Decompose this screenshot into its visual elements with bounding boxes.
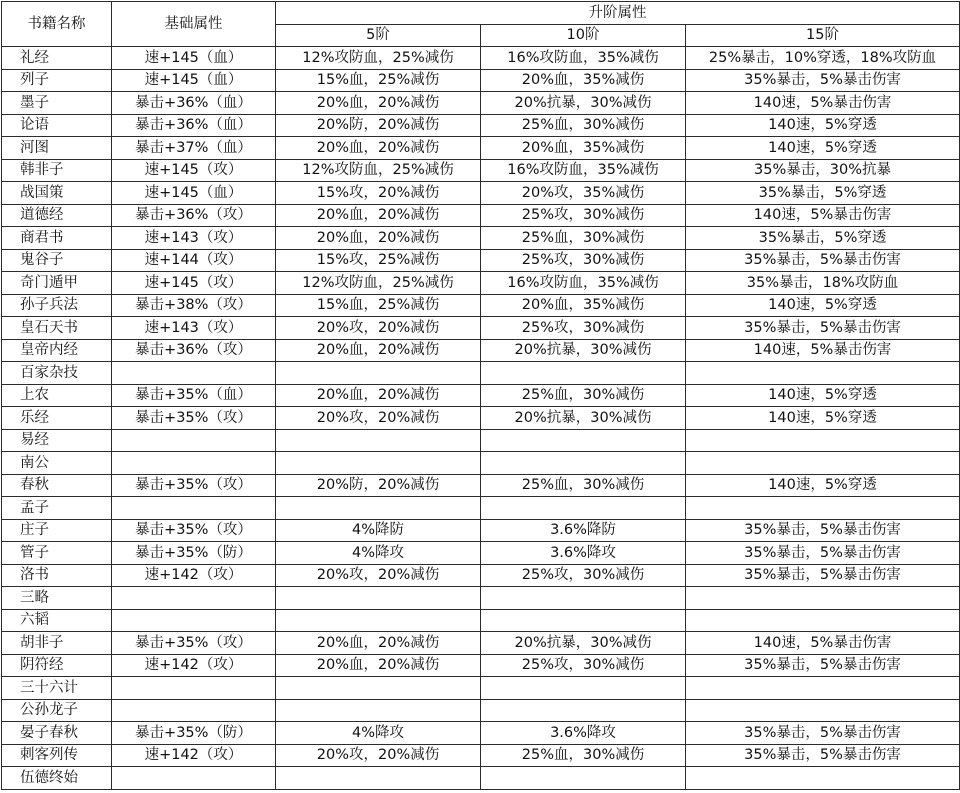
book-name-cell: 乐经 <box>2 407 112 430</box>
tier-10-cell: 25%血，30%减伤 <box>481 384 686 407</box>
tier-10-cell: 20%血，35%减伤 <box>481 294 686 317</box>
tier-5-cell: 20%攻，20%减伤 <box>276 744 481 767</box>
tier-10-cell: 25%攻，30%减伤 <box>481 317 686 340</box>
base-attribute-cell: 速+145（血） <box>112 69 276 92</box>
table-row <box>2 114 960 137</box>
tier-5-cell: 15%血，25%减伤 <box>276 294 481 317</box>
base-attribute-cell: 速+144（攻） <box>112 249 276 272</box>
tier-5-cell: 15%血，25%减伤 <box>276 69 481 92</box>
tier-10-cell: 3.6%降攻 <box>481 542 686 565</box>
tier-5-cell <box>276 677 481 700</box>
tier-15-cell <box>686 497 960 520</box>
book-name-cell: 六韬 <box>2 609 112 632</box>
book-name-cell: 庄子 <box>2 519 112 542</box>
tier-5-cell: 4%降攻 <box>276 542 481 565</box>
tier-5-cell: 20%血，20%减伤 <box>276 654 481 677</box>
book-name-cell: 洛书 <box>2 564 112 587</box>
book-name-cell: 孙子兵法 <box>2 294 112 317</box>
book-name-cell: 刺客列传 <box>2 744 112 767</box>
base-attribute-cell: 暴击+35%（攻） <box>112 632 276 655</box>
header-upgrade-attribute: 升阶属性 <box>276 2 960 25</box>
table-row <box>2 92 960 115</box>
tier-10-cell: 20%抗暴，30%减伤 <box>481 632 686 655</box>
header-base-attribute: 基础属性 <box>112 2 276 47</box>
base-attribute-cell: 暴击+36%（攻） <box>112 204 276 227</box>
tier-10-cell: 3.6%降攻 <box>481 722 686 745</box>
tier-10-cell: 16%攻防血，35%减伤 <box>481 272 686 295</box>
tier-15-cell: 35%暴击，5%暴击伤害 <box>686 69 960 92</box>
tier-5-cell <box>276 497 481 520</box>
table-row <box>2 767 960 790</box>
tier-5-cell: 20%攻，20%减伤 <box>276 317 481 340</box>
tier-5-cell: 20%防，20%减伤 <box>276 474 481 497</box>
tier-15-cell: 25%暴击，10%穿透，18%攻防血 <box>686 47 960 70</box>
table-row <box>2 542 960 565</box>
table-row <box>2 317 960 340</box>
base-attribute-cell: 暴击+37%（血） <box>112 137 276 160</box>
table-row <box>2 744 960 767</box>
base-attribute-cell: 速+145（血） <box>112 182 276 205</box>
tier-5-cell: 20%攻，20%减伤 <box>276 564 481 587</box>
tier-10-cell <box>481 362 686 385</box>
base-attribute-cell <box>112 362 276 385</box>
book-name-cell: 百家杂技 <box>2 362 112 385</box>
table-row <box>2 339 960 362</box>
base-attribute-cell: 暴击+36%（血） <box>112 92 276 115</box>
table-row <box>2 587 960 610</box>
tier-10-cell: 25%攻，30%减伤 <box>481 654 686 677</box>
base-attribute-cell <box>112 677 276 700</box>
tier-15-cell: 35%暴击，18%攻防血 <box>686 272 960 295</box>
tier-15-cell <box>686 699 960 722</box>
base-attribute-cell: 速+145（攻） <box>112 272 276 295</box>
base-attribute-cell <box>112 587 276 610</box>
base-attribute-cell: 暴击+35%（防） <box>112 542 276 565</box>
book-name-cell: 孟子 <box>2 497 112 520</box>
book-name-cell: 上农 <box>2 384 112 407</box>
table-row <box>2 497 960 520</box>
base-attribute-cell: 速+143（攻） <box>112 227 276 250</box>
book-name-cell: 战国策 <box>2 182 112 205</box>
tier-5-cell <box>276 587 481 610</box>
tier-15-cell <box>686 609 960 632</box>
tier-10-cell <box>481 452 686 475</box>
tier-10-cell: 25%血，30%减伤 <box>481 227 686 250</box>
base-attribute-cell: 暴击+38%（攻） <box>112 294 276 317</box>
tier-10-cell: 25%攻，30%减伤 <box>481 204 686 227</box>
base-attribute-cell: 速+142（攻） <box>112 744 276 767</box>
book-name-cell: 易经 <box>2 429 112 452</box>
tier-5-cell: 20%血，20%减伤 <box>276 204 481 227</box>
tier-15-cell: 35%暴击，5%穿透 <box>686 182 960 205</box>
book-name-cell: 皇石天书 <box>2 317 112 340</box>
tier-5-cell <box>276 609 481 632</box>
table-row <box>2 474 960 497</box>
tier-15-cell: 35%暴击，5%暴击伤害 <box>686 317 960 340</box>
book-name-cell: 墨子 <box>2 92 112 115</box>
tier-15-cell <box>686 587 960 610</box>
table-row <box>2 137 960 160</box>
base-attribute-cell: 速+145（血） <box>112 47 276 70</box>
tier-15-cell: 140速，5%穿透 <box>686 474 960 497</box>
table-row <box>2 429 960 452</box>
tier-5-cell: 20%血，20%减伤 <box>276 339 481 362</box>
book-name-cell: 胡非子 <box>2 632 112 655</box>
tier-15-cell: 35%暴击，5%暴击伤害 <box>686 249 960 272</box>
table-row <box>2 272 960 295</box>
tier-5-cell: 20%防，20%减伤 <box>276 114 481 137</box>
book-name-cell: 奇门遁甲 <box>2 272 112 295</box>
tier-10-cell: 25%攻，30%减伤 <box>481 564 686 587</box>
tier-15-cell: 35%暴击，5%暴击伤害 <box>686 722 960 745</box>
book-name-cell: 道德经 <box>2 204 112 227</box>
table-row <box>2 722 960 745</box>
table-row <box>2 677 960 700</box>
tier-15-cell: 140速，5%穿透 <box>686 384 960 407</box>
base-attribute-cell: 暴击+36%（攻） <box>112 339 276 362</box>
tier-10-cell: 25%血，30%减伤 <box>481 744 686 767</box>
tier-10-cell: 25%血，30%减伤 <box>481 114 686 137</box>
book-name-cell: 阴符经 <box>2 654 112 677</box>
table-row <box>2 384 960 407</box>
tier-15-cell <box>686 362 960 385</box>
base-attribute-cell <box>112 497 276 520</box>
tier-15-cell: 35%暴击，5%暴击伤害 <box>686 744 960 767</box>
tier-15-cell: 140速，5%穿透 <box>686 114 960 137</box>
tier-10-cell: 25%攻，30%减伤 <box>481 249 686 272</box>
tier-15-cell: 35%暴击，5%暴击伤害 <box>686 654 960 677</box>
tier-5-cell <box>276 452 481 475</box>
table-row <box>2 204 960 227</box>
tier-5-cell: 20%攻，20%减伤 <box>276 407 481 430</box>
tier-10-cell: 16%攻防血，35%减伤 <box>481 47 686 70</box>
book-name-cell: 南公 <box>2 452 112 475</box>
tier-5-cell <box>276 429 481 452</box>
tier-15-cell: 35%暴击，5%穿透 <box>686 227 960 250</box>
tier-5-cell <box>276 767 481 790</box>
tier-5-cell: 20%血，20%减伤 <box>276 632 481 655</box>
table-row <box>2 362 960 385</box>
base-attribute-cell <box>112 452 276 475</box>
tier-10-cell: 3.6%降防 <box>481 519 686 542</box>
base-attribute-cell: 暴击+35%（攻） <box>112 474 276 497</box>
tier-5-cell: 20%血，20%减伤 <box>276 137 481 160</box>
tier-5-cell <box>276 362 481 385</box>
tier-10-cell: 25%血，30%减伤 <box>481 474 686 497</box>
book-name-cell: 管子 <box>2 542 112 565</box>
header-book-name: 书籍名称 <box>2 2 112 47</box>
book-name-cell: 列子 <box>2 69 112 92</box>
tier-10-cell <box>481 699 686 722</box>
table-row <box>2 47 960 70</box>
tier-15-cell: 35%暴击，5%暴击伤害 <box>686 542 960 565</box>
book-name-cell: 三十六计 <box>2 677 112 700</box>
tier-10-cell: 20%血，35%减伤 <box>481 137 686 160</box>
tier-5-cell: 20%血，20%减伤 <box>276 384 481 407</box>
table-row <box>2 227 960 250</box>
tier-10-cell: 20%抗暴，30%减伤 <box>481 339 686 362</box>
tier-10-cell <box>481 429 686 452</box>
tier-5-cell: 4%降攻 <box>276 722 481 745</box>
header-tier-5: 5阶 <box>276 24 481 47</box>
header-tier-15: 15阶 <box>686 24 960 47</box>
tier-5-cell: 4%降防 <box>276 519 481 542</box>
tier-10-cell: 16%攻防血，35%减伤 <box>481 159 686 182</box>
tier-15-cell <box>686 677 960 700</box>
tier-10-cell <box>481 497 686 520</box>
base-attribute-cell: 速+143（攻） <box>112 317 276 340</box>
book-name-cell: 公孙龙子 <box>2 699 112 722</box>
tier-15-cell: 140速，5%暴击伤害 <box>686 92 960 115</box>
base-attribute-cell: 速+145（攻） <box>112 159 276 182</box>
tier-15-cell: 140速，5%暴击伤害 <box>686 632 960 655</box>
tier-5-cell: 12%攻防血，25%减伤 <box>276 47 481 70</box>
table-row <box>2 699 960 722</box>
tier-10-cell <box>481 609 686 632</box>
tier-15-cell: 140速，5%穿透 <box>686 407 960 430</box>
base-attribute-cell: 暴击+35%（血） <box>112 384 276 407</box>
tier-15-cell: 35%暴击，5%暴击伤害 <box>686 564 960 587</box>
base-attribute-cell: 速+142（攻） <box>112 564 276 587</box>
book-name-cell: 商君书 <box>2 227 112 250</box>
tier-10-cell <box>481 587 686 610</box>
book-name-cell: 伍德终始 <box>2 767 112 790</box>
table-row <box>2 609 960 632</box>
book-name-cell: 鬼谷子 <box>2 249 112 272</box>
book-name-cell: 晏子春秋 <box>2 722 112 745</box>
base-attribute-cell: 暴击+35%（攻） <box>112 519 276 542</box>
table-row <box>2 452 960 475</box>
tier-15-cell: 140速，5%暴击伤害 <box>686 339 960 362</box>
tier-5-cell: 15%攻，25%减伤 <box>276 249 481 272</box>
tier-10-cell <box>481 767 686 790</box>
table-row <box>2 69 960 92</box>
base-attribute-cell <box>112 429 276 452</box>
tier-10-cell: 20%血，35%减伤 <box>481 69 686 92</box>
tier-15-cell: 35%暴击，30%抗暴 <box>686 159 960 182</box>
book-name-cell: 礼经 <box>2 47 112 70</box>
book-name-cell: 韩非子 <box>2 159 112 182</box>
book-attributes-table <box>1 1 960 790</box>
table-row <box>2 654 960 677</box>
table-row <box>2 564 960 587</box>
book-name-cell: 皇帝内经 <box>2 339 112 362</box>
tier-5-cell: 15%攻，20%减伤 <box>276 182 481 205</box>
tier-15-cell <box>686 767 960 790</box>
tier-15-cell: 140速，5%穿透 <box>686 137 960 160</box>
book-name-cell: 春秋 <box>2 474 112 497</box>
table-row <box>2 632 960 655</box>
table-row <box>2 294 960 317</box>
book-name-cell: 论语 <box>2 114 112 137</box>
tier-5-cell: 12%攻防血，25%减伤 <box>276 159 481 182</box>
book-name-cell: 河图 <box>2 137 112 160</box>
tier-5-cell: 20%血，20%减伤 <box>276 227 481 250</box>
table-body <box>2 47 960 790</box>
table-row <box>2 519 960 542</box>
base-attribute-cell <box>112 699 276 722</box>
tier-10-cell: 20%抗暴，30%减伤 <box>481 92 686 115</box>
base-attribute-cell <box>112 609 276 632</box>
base-attribute-cell: 速+142（攻） <box>112 654 276 677</box>
tier-10-cell: 20%攻，35%减伤 <box>481 182 686 205</box>
tier-15-cell: 140速，5%穿透 <box>686 294 960 317</box>
tier-15-cell: 140速，5%暴击伤害 <box>686 204 960 227</box>
table-row <box>2 159 960 182</box>
tier-5-cell: 20%血，20%减伤 <box>276 92 481 115</box>
base-attribute-cell: 暴击+35%（攻） <box>112 407 276 430</box>
book-name-cell: 三略 <box>2 587 112 610</box>
table-row <box>2 407 960 430</box>
header-row <box>2 2 960 25</box>
base-attribute-cell: 暴击+36%（血） <box>112 114 276 137</box>
tier-5-cell: 12%攻防血，25%减伤 <box>276 272 481 295</box>
tier-15-cell <box>686 452 960 475</box>
base-attribute-cell: 暴击+35%（防） <box>112 722 276 745</box>
tier-10-cell <box>481 677 686 700</box>
tier-5-cell <box>276 699 481 722</box>
table-row <box>2 182 960 205</box>
tier-10-cell: 20%抗暴，30%减伤 <box>481 407 686 430</box>
base-attribute-cell <box>112 767 276 790</box>
tier-15-cell <box>686 429 960 452</box>
header-tier-10: 10阶 <box>481 24 686 47</box>
tier-15-cell: 35%暴击，5%暴击伤害 <box>686 519 960 542</box>
table-row <box>2 249 960 272</box>
